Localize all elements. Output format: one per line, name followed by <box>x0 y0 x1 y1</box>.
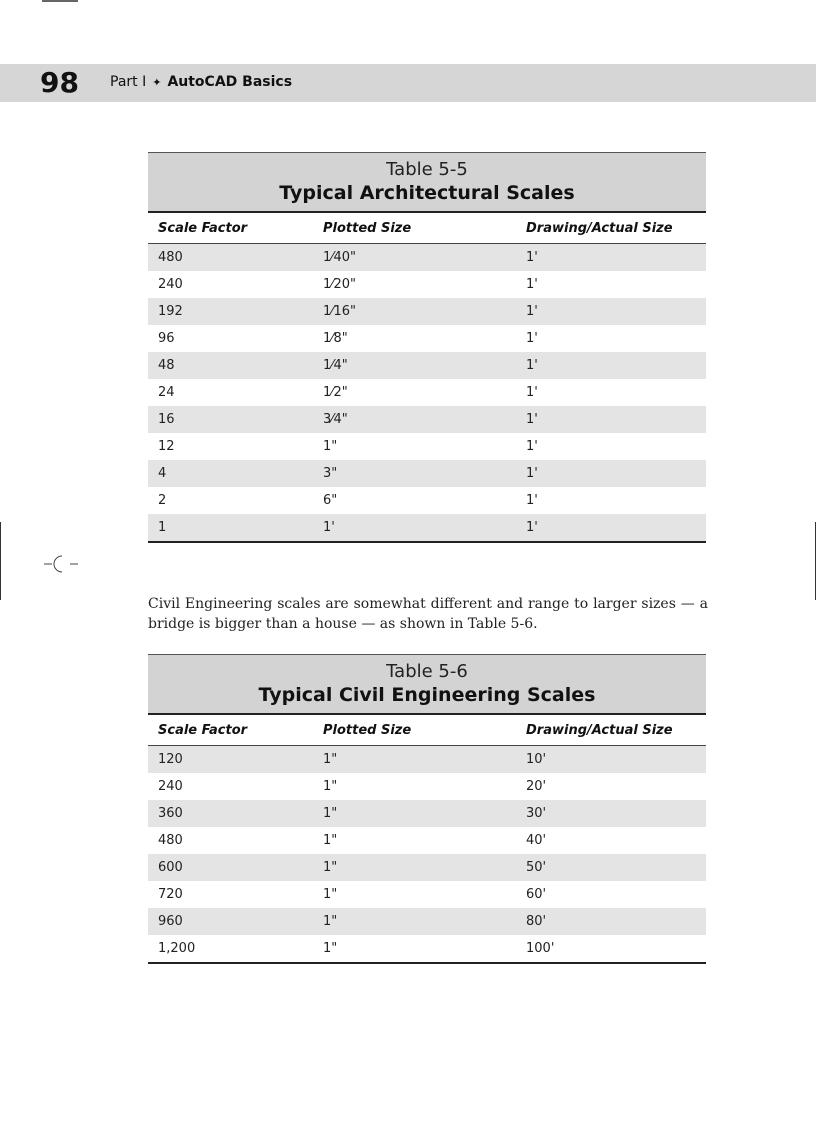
table-cell: 1' <box>526 304 538 319</box>
table-row <box>148 460 706 487</box>
table-cell: 1" <box>323 439 338 454</box>
table-cell: 50' <box>526 860 547 875</box>
table-title: Typical Architectural Scales <box>279 182 575 204</box>
table-number: Table 5-6 <box>386 661 468 682</box>
table-body <box>148 244 706 541</box>
column-headers <box>148 213 706 244</box>
table-row <box>148 800 706 827</box>
table-row <box>148 379 706 406</box>
table-row <box>148 487 706 514</box>
table-cell: 80' <box>526 914 547 929</box>
table-row <box>148 298 706 325</box>
table-cell: 1' <box>526 412 538 427</box>
table-cell: 20' <box>526 779 547 794</box>
table-cell: 3" <box>323 466 338 481</box>
table-cell: 1' <box>526 439 538 454</box>
table-cell: 1,200 <box>158 941 196 956</box>
table-cell: 480 <box>158 833 183 848</box>
table-cell: 1" <box>323 779 338 794</box>
table-cell: 480 <box>158 250 183 265</box>
table-cell: 1' <box>526 277 538 292</box>
table-cell: 1' <box>526 250 538 265</box>
table-5-5 <box>148 152 706 543</box>
table-bottom-rule <box>148 541 706 543</box>
table-row <box>148 352 706 379</box>
table-cell: 720 <box>158 887 183 902</box>
table-row <box>148 271 706 298</box>
column-headers <box>148 715 706 746</box>
table-cell: 10' <box>526 752 547 767</box>
table-number: Table 5-5 <box>386 159 468 180</box>
table-cell: 192 <box>158 304 183 319</box>
table-cell: 1" <box>323 833 338 848</box>
table-row <box>148 325 706 352</box>
registration-mark-icon <box>44 552 78 576</box>
table-cell: 24 <box>158 385 175 400</box>
table-cell: 1⁄8" <box>323 331 348 346</box>
table-row <box>148 244 706 271</box>
table-cell: 1" <box>323 752 338 767</box>
table-cell: 2 <box>158 493 167 508</box>
table-cell: 240 <box>158 277 183 292</box>
table-cell: 6" <box>323 493 338 508</box>
table-cell: 1⁄2" <box>323 385 348 400</box>
body-paragraph: Civil Engineering scales are somewhat different and range to larger sizes — a bridge is bigger than a house — as shown in Table 5-6. <box>148 596 708 632</box>
table-row <box>148 746 706 773</box>
table-cell: 1" <box>323 887 338 902</box>
crop-mark-left <box>0 522 1 600</box>
table-cell: 12 <box>158 439 175 454</box>
table-row <box>148 514 706 541</box>
table-cell: 4 <box>158 466 167 481</box>
table-cell: 60' <box>526 887 547 902</box>
table-5-6 <box>148 654 706 964</box>
table-cell: 1 <box>158 520 167 535</box>
table-row <box>148 773 706 800</box>
table-cell: 1' <box>526 331 538 346</box>
table-cell: 96 <box>158 331 175 346</box>
table-cell: 240 <box>158 779 183 794</box>
table-title: Typical Civil Engineering Scales <box>258 684 596 706</box>
running-header <box>0 64 816 102</box>
table-cell: 1' <box>323 520 335 535</box>
table-header <box>148 654 706 715</box>
table-row <box>148 854 706 881</box>
table-cell: 600 <box>158 860 183 875</box>
table-cell: 1' <box>526 385 538 400</box>
table-row <box>148 935 706 962</box>
table-cell: 1' <box>526 493 538 508</box>
table-cell: 1⁄4" <box>323 358 348 373</box>
table-cell: 1⁄20" <box>323 277 356 292</box>
table-cell: 1' <box>526 520 538 535</box>
table-cell: 1" <box>323 914 338 929</box>
table-cell: 3⁄4" <box>323 412 348 427</box>
table-cell: 1" <box>323 860 338 875</box>
column-header: Drawing/Actual Size <box>526 220 673 236</box>
table-cell: 1" <box>323 806 338 821</box>
column-header: Drawing/Actual Size <box>526 722 673 738</box>
section-label: AutoCAD Basics <box>167 74 293 90</box>
column-header: Plotted Size <box>323 220 412 236</box>
column-header: Plotted Size <box>323 722 412 738</box>
page-number: 98 <box>40 66 79 99</box>
column-header: Scale Factor <box>158 722 248 738</box>
table-row <box>148 827 706 854</box>
table-row <box>148 908 706 935</box>
table-row <box>148 881 706 908</box>
table-cell: 960 <box>158 914 183 929</box>
table-cell: 16 <box>158 412 175 427</box>
table-cell: 1' <box>526 466 538 481</box>
top-crop-rule <box>42 0 78 2</box>
table-row <box>148 433 706 460</box>
table-cell: 30' <box>526 806 547 821</box>
table-cell: 360 <box>158 806 183 821</box>
table-body <box>148 746 706 962</box>
column-header: Scale Factor <box>158 220 248 236</box>
table-cell: 40' <box>526 833 547 848</box>
separator-icon: ✦ <box>152 76 162 89</box>
table-row <box>148 406 706 433</box>
table-bottom-rule <box>148 962 706 964</box>
table-cell: 100' <box>526 941 555 956</box>
table-header <box>148 152 706 213</box>
table-cell: 1" <box>323 941 338 956</box>
table-cell: 120 <box>158 752 183 767</box>
table-cell: 1⁄16" <box>323 304 356 319</box>
table-cell: 48 <box>158 358 175 373</box>
table-cell: 1' <box>526 358 538 373</box>
part-label: Part I <box>110 74 147 90</box>
running-head <box>110 74 292 90</box>
table-cell: 1⁄40" <box>323 250 356 265</box>
